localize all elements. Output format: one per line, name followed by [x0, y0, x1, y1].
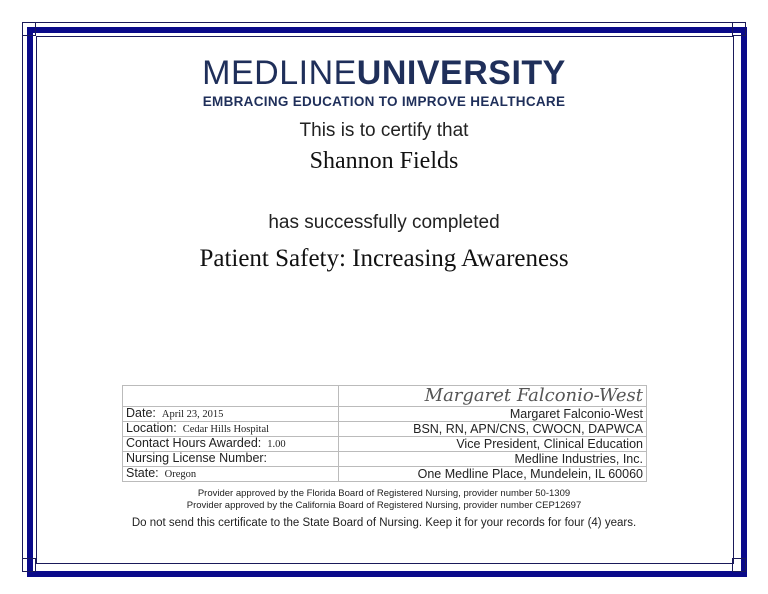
logo-bold: UNIVERSITY [356, 54, 566, 92]
table-row [123, 437, 647, 452]
signer-info: Vice President, Clinical Education [339, 437, 647, 452]
row-value: 1.00 [267, 439, 286, 450]
course-title: Patient Safety: Increasing Awareness [199, 245, 569, 272]
records-notice: Do not send this certificate to the State Board of Nursing. Keep it for your records for four (4) years. [131, 517, 637, 529]
row-label: Nursing License Number: [126, 451, 268, 465]
row-label: State: [126, 466, 159, 480]
signer-info: Medline Industries, Inc. [339, 452, 647, 467]
table-row [123, 452, 647, 467]
row-value: Cedar Hills Hospital [182, 424, 270, 435]
completed-text: has successfully completed [268, 212, 500, 233]
signature: Margaret Falconio-West [339, 386, 647, 407]
table-row [123, 407, 647, 422]
corner-ornament [22, 22, 36, 36]
border-inner [36, 36, 734, 564]
signer-info: One Medline Place, Mundelein, IL 60060 [339, 467, 647, 482]
corner-ornament [732, 22, 746, 36]
corner-ornament [732, 558, 746, 572]
logo [0, 54, 768, 93]
signer-info: BSN, RN, APN/CNS, CWOCN, DAPWCA [339, 422, 647, 437]
corner-ornament [22, 558, 36, 572]
row-label: Contact Hours Awarded: [126, 436, 262, 450]
row-label: Location: [126, 421, 177, 435]
logo-tagline: EMBRACING EDUCATION TO IMPROVE HEALTHCARE [202, 94, 566, 109]
row-label: Date: [126, 406, 156, 420]
row-value: Oregon [164, 469, 197, 480]
certify-text: This is to certify that [299, 120, 469, 141]
table-row [123, 467, 647, 482]
table-row [123, 422, 647, 437]
recipient-name: Shannon Fields [309, 148, 459, 174]
details-table [122, 385, 647, 482]
signer-info: Margaret Falconio-West [339, 407, 647, 422]
footnote-california: Provider approved by the California Board of Registered Nursing, provider number CEP12697 [186, 500, 582, 511]
footnote-florida: Provider approved by the Florida Board of Registered Nursing, provider number 50-1309 [197, 488, 571, 499]
row-value: April 23, 2015 [161, 409, 224, 420]
logo-light: MEDLINE [202, 54, 357, 92]
